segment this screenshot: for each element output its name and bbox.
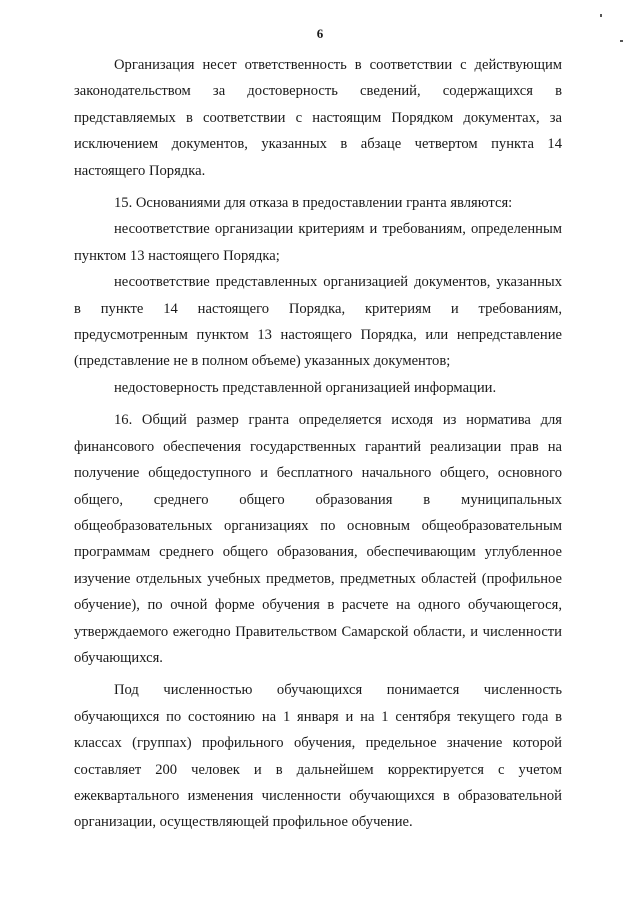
paragraph-16-grant-size: 16. Общий размер гранта определяется исходя из норматива для финансового обеспечения государственных гарантий реализации прав на получение общедоступного и бесплатного начального общего, основного общего, среднего общего образования в муниципальных общеобразовательных организациях по основным общеобразовательным программам среднего общего образования, обеспечивающим углубленное изучение отдельных учебных предметов, предметных областей (профильное обучение), по очной форме обучения в расчете на одного обучающегося, утверждаемого ежегодно Правительством Самарской области, и численности обучающихся. — [74, 412, 562, 666]
paragraph-15-heading: 15. Основаниями для отказа в предоставлении гранта являются: — [114, 195, 513, 212]
paragraph-responsibility: Организация несет ответственность в соответствии с действующим законодательством за достоверность сведений, содержащихся в представляемых в соответствии с настоящим Порядком документах, за исключением документов, указанных в абзаце четвертом пункта 14 настоящего Порядка. — [74, 57, 562, 179]
paragraph-16-students-count: Под численностью обучающихся понимается численность обучающихся по состоянию на 1 января и на 1 сентября текущего года в классах (группах) профильного обучения, предельное значение которой составляет 200 человек и в дальнейшем корректируется с учетом ежеквартального изменения численности обучающихся в образовательной организации, осуществляющей профильное обучение. — [74, 682, 562, 831]
scan-speck — [620, 40, 623, 42]
scan-speck — [600, 14, 602, 17]
paragraph-15-information: недостоверность представленной организацией информации. — [114, 379, 497, 396]
page-number: 6 — [316, 26, 324, 41]
document-body — [74, 52, 562, 836]
paragraph-15-criteria: несоответствие организации критериям и требованиям, определенным пунктом 13 настоящего Порядка; — [74, 221, 562, 264]
paragraph-15-documents: несоответствие представленных организацией документов, указанных в пункте 14 настоящего Порядка, критериям и требованиям, предусмотренным пунктом 13 настоящего Порядка, или непредставление (представление не в полном объеме) указанных документов; — [74, 274, 562, 370]
